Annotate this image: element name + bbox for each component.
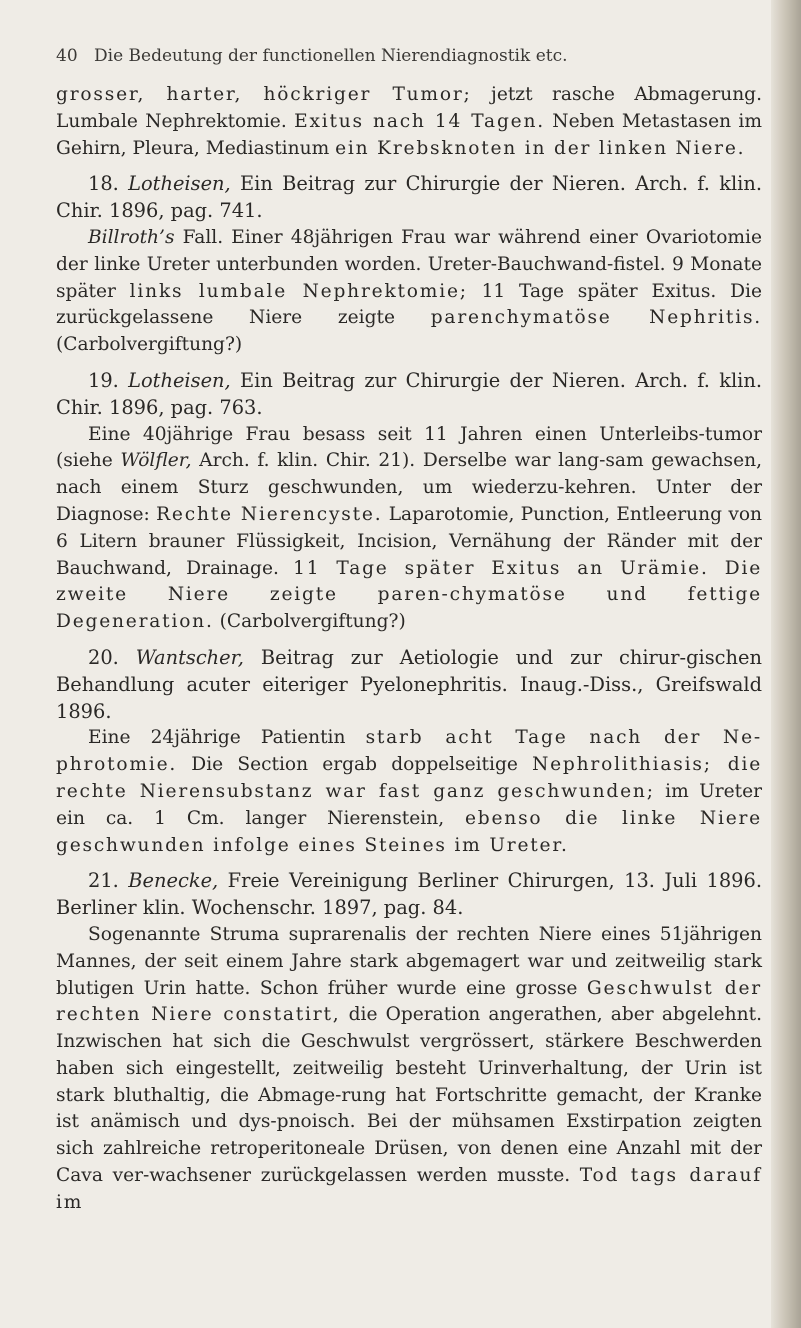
- entry-18-case: Billroth’s Fall. Einer 48jährigen Frau war während einer Ovariotomie der linke Ureter unterbunden worden. Ureter-Bauchwand-fistel. 9 Monate später links lumbale Nephrektomie; 11 Tage später Exitus. Die zurückgelassene Niere zeigte parenchymatöse Nephritis. (Carbolvergiftung?): [56, 226, 762, 356]
- entry-19-author: Lotheisen,: [128, 368, 231, 392]
- entry-19-case: Eine 40jährige Frau besass seit 11 Jahren einen Unterleibs-tumor (siehe Wölfler, Arch. f. klin. Chir. 21). Derselbe war lang-sam gewachsen, nach einem Sturz geschwunden, um wiederzu-kehren. Unter der Diagnose: Rechte Nierencyste. Laparotomie, Punction, Entleerung von 6 Litern brauner Flüssigkeit, Incision, Vernähung der Ränder mit der Bauchwand, Drainage. 11 Tage später Exitus an Urämie. Die zweite Niere zeigte paren-chymatöse und fettige Degeneration. (Carbolvergiftung?): [56, 423, 762, 633]
- entry-18-author: Lotheisen,: [128, 172, 231, 196]
- entry-20-case: Eine 24jährige Patientin starb acht Tage nach der Ne-phrotomie. Die Section ergab doppelseitige Nephrolithiasis; die rechte Nierensubstanz war fast ganz geschwunden; im Ureter ein ca. 1 Cm. langer Nierenstein, ebenso die linke Niere geschwunden infolge eines Steines im Ureter.: [56, 727, 762, 856]
- entry-21-case: Sogenannte Struma suprarenalis der rechten Niere eines 51jährigen Mannes, der seit einem Jahre stark abgemagert war und zeitweilig stark blutigen Urin hatte. Schon früher wurde eine grosse Geschwulst der rechten Niere constatirt, die Operation angerathen, aber abgelehnt. Inzwischen hat sich die Geschwulst vergrössert, stärkere Beschwerden haben sich eingestellt, zeitweilig besteht Urinverhaltung, der Urin ist stark bluthaltig, die Abmage-rung hat Fortschritte gemacht, der Kranke ist anämisch und dys-pnoisch. Bei der mühsamen Exstirpation zeigten sich zahlreiche retroperitoneale Drüsen, von denen eine Anzahl mit der Cava ver-wachsener zurückgelassen werden musste. Tod tags darauf im: [56, 923, 762, 1213]
- page-edge-shadow: [771, 0, 801, 1328]
- running-title: Die Bedeutung der functionellen Nierendiagnostik etc.: [94, 46, 568, 66]
- page-number: 40: [56, 46, 78, 66]
- entry-19-citation: 19. Lotheisen, Ein Beitrag zur Chirurgie der Nieren. Arch. f. klin. Chir. 1896, pag. 763.: [56, 368, 762, 419]
- entry-21-citation: 21. Benecke, Freie Vereinigung Berliner Chirurgen, 13. Juli 1896. Berliner klin. Wochenschr. 1897, pag. 84.: [56, 869, 762, 920]
- entry-18-case-name: Billroth’s: [88, 226, 175, 248]
- entry-21-author: Benecke,: [128, 869, 219, 893]
- entry-18-citation: 18. Lotheisen, Ein Beitrag zur Chirurgie der Nieren. Arch. f. klin. Chir. 1896, pag. 741.: [56, 172, 762, 223]
- entry-20-author: Wantscher,: [135, 645, 244, 669]
- continued-case: grosser, harter, höckriger Tumor; jetzt rasche Abmagerung. Lumbale Nephrektomie. Exitus nach 14 Tagen. Neben Metastasen im Gehirn, Pleura, Mediastinum ein Krebsknoten in der linken Niere.: [56, 84, 762, 159]
- page-body: [56, 82, 762, 1217]
- entry-20-citation: 20. Wantscher, Beitrag zur Aetiologie und zur chirur-gischen Behandlung acuter eiteriger Pyelonephritis. Inaug.-Diss., Greifswald 1896.: [56, 645, 762, 723]
- running-header: [56, 46, 756, 66]
- entry-19-reference: Wölfler,: [120, 450, 192, 472]
